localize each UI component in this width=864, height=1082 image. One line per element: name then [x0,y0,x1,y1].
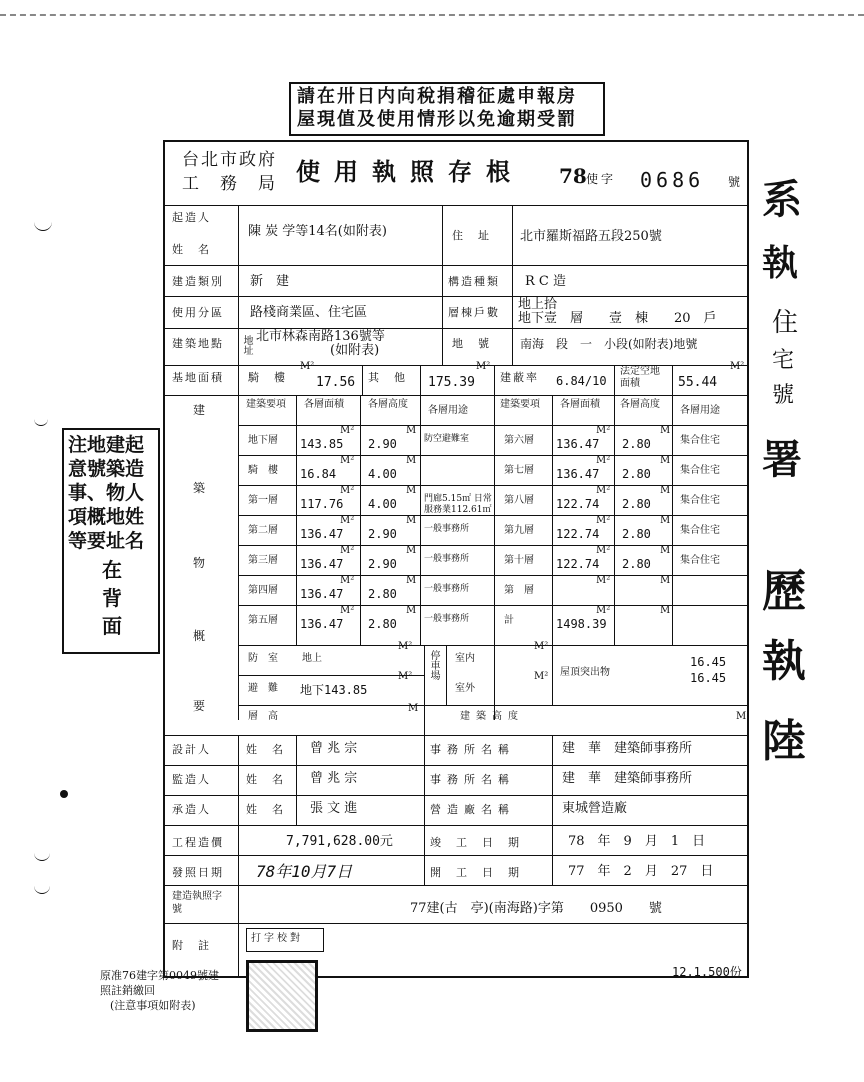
scan-edge [0,14,864,16]
address-value: 北市羅斯福路五段250號 [520,229,662,244]
base-area-label: 基地面積 [172,371,224,384]
floors-value1: 地上拾 [518,297,558,312]
floor-area: 136.47 [300,557,344,571]
m-unit: M [406,575,417,586]
notice-line1: 請在卅日内向稅捐稽征處申報房 [297,86,577,107]
start-label: 開 工 日 期 [430,866,521,879]
floor-use: 一般事務所 [424,524,470,534]
site-value1: 北市林森南路136號等 [256,329,385,344]
margin-3: 宅 [772,348,795,373]
permit-value: 77建(古 亭)(南海路)字第 0950 號 [410,901,662,916]
builder-label2: 姓 名 [172,243,211,256]
supervisor-name-label: 姓 名 [246,773,285,786]
bottom-note2: 照註銷繳回 [100,984,155,997]
hdr-item-right: 建築要項 [500,399,540,410]
official-seal [246,960,318,1032]
m-unit: M [660,425,671,436]
margin-mark [60,790,68,798]
defense-value: 地上 [302,653,322,664]
m-unit: M [736,711,747,722]
margin-0: 系 [762,176,802,223]
permit-prefix: 使字 [586,172,617,186]
floor-name: 第八層 [504,495,534,506]
floor-area: 16.84 [300,467,337,481]
building-side-0: 建 [193,403,206,417]
designer-label: 設計人 [172,743,211,756]
m2-unit: M² [596,455,611,466]
issue-value: 78年10月7日 [256,862,353,881]
type-label: 建造類別 [172,275,224,288]
m-unit: M [660,485,671,496]
open-space-value: 55.44 [678,375,718,390]
floor-name: 騎 樓 [248,465,278,476]
designer-name: 曾 兆 宗 [310,741,358,756]
floor-use: 集合住宅 [680,525,720,536]
m-unit: M [406,515,417,526]
start-value: 77 年 2 月 27 日 [568,864,714,879]
permit-suffix: 號 [728,175,741,189]
floor-name: 第七層 [504,465,534,476]
lot-label: 地 號 [452,337,491,350]
hdr-area-right: 各層面積 [560,399,600,410]
left-note-1: 意號築造 [68,458,145,480]
permit-year: 78 [559,164,587,188]
building-side-2: 物 [193,556,206,570]
floor-name: 第三層 [248,555,278,566]
floor-height: 2.90 [368,527,397,541]
m2-unit: M² [596,425,611,436]
m2-unit: M² [398,671,413,682]
hdr-height-right: 各層高度 [620,399,660,410]
builder-value: 陳 炭 学等14名(如附表) [248,224,387,239]
margin-mark [34,852,50,861]
cost-label: 工程造價 [172,836,224,849]
floor-area: 136.47 [300,617,344,631]
hdr-area-left: 各層面積 [304,399,344,410]
floors-value2: 地下壹 層 壹 棟 20 戶 [518,311,717,326]
issue-label: 發照日期 [172,866,224,879]
margin-mark [34,220,52,231]
supervisor-office-label: 事務所名稱 [430,773,515,786]
margin-2: 住 [772,308,799,338]
m2-unit: M² [340,425,355,436]
floor-area: 122.74 [556,497,600,511]
gov-name-line2: 工 務 局 [182,174,277,194]
floor-use: 集合住宅 [680,555,720,566]
page-title: 使用執照存根 [296,157,524,186]
struct-label: 構造種類 [448,275,500,288]
left-note-stamp [62,428,160,654]
m2-unit: M² [596,485,611,496]
m2-unit: M² [340,485,355,496]
m2-unit: M² [534,641,549,652]
builder-label1: 起造人 [172,211,211,224]
left-note-4: 等要址名 [68,530,145,552]
floor-use: 門廊5.15㎡ 日常服務業112.61㎡ [424,494,492,515]
m2-unit: M² [300,361,315,372]
floor-height: 2.90 [368,437,397,451]
floor-name: 第六層 [504,435,534,446]
remark-label: 附 註 [172,939,211,952]
floor-use: 防空避難室 [424,434,470,444]
permit-label: 建造執照字 號 [172,891,232,915]
floor-use: 集合住宅 [680,495,720,506]
m-unit: M [660,455,671,466]
left-note-extra-0: 在 [102,558,122,582]
hdr-use-left: 各層用途 [428,405,468,416]
floor-height: 2.80 [622,497,651,511]
supervisor-name: 曾 兆 宗 [310,771,358,786]
m-unit: M [406,425,417,436]
roof-label: 屋頂突出物 [560,667,610,678]
building-side-1: 築 [193,481,206,495]
open-space-label: 法定空地面積 [620,366,660,389]
floor-use: 一般事務所 [424,614,470,624]
m2-unit: M² [730,361,745,372]
proofread-stamp [246,928,324,952]
shelter-value: 地下143.85 [300,683,368,697]
m-unit: M [406,545,417,556]
m-unit: M [660,605,671,616]
floor-height: 2.80 [622,557,651,571]
m-unit: M [406,485,417,496]
contractor-factory: 東城營造廠 [562,801,628,816]
supervisor-label: 監造人 [172,773,211,786]
m2-unit: M² [596,515,611,526]
floor-name: 第 層 [504,585,534,596]
margin-4: 號 [772,383,795,408]
left-note-extra-2: 面 [102,614,122,638]
margin-mark [34,885,50,894]
floor-height: 2.80 [622,437,651,451]
floor-name: 第二層 [248,525,278,536]
shelter-label: 避 難 [248,683,278,694]
m2-unit: M² [340,455,355,466]
roof-value2: 16.45 [690,671,727,685]
other-value: 175.39 [428,375,475,390]
supervisor-office: 建 華 建築師事務所 [562,771,693,786]
m2-unit: M² [476,361,491,372]
floor-area: 136.47 [556,467,600,481]
completion-label: 竣 工 日 期 [430,836,521,849]
designer-name-label: 姓 名 [246,743,285,756]
floor-name: 計 [504,615,514,626]
zone-label: 使用分區 [172,306,224,319]
floor-name: 第四層 [248,585,278,596]
parking-label: 停車場 [428,650,439,680]
floor-area: 122.74 [556,527,600,541]
floor-height: 2.80 [622,527,651,541]
site-value2: (如附表) [330,343,380,358]
hdr-item-left: 建築要項 [246,399,286,410]
m2-unit: M² [534,671,549,682]
completion-value: 78 年 9 月 1 日 [568,834,706,849]
floor-name: 地下層 [248,435,278,446]
margin-1: 執 [762,242,799,284]
floor-area: 1498.39 [556,617,607,631]
contractor-name-label: 姓 名 [246,803,285,816]
contractor-factory-label: 營造廠名稱 [430,803,515,816]
left-note-2: 事、物人 [68,482,145,504]
floor-area: 136.47 [300,587,344,601]
notice-stamp [289,82,605,136]
floor-height: 2.80 [622,467,651,481]
left-note-0: 注地建起 [68,434,145,456]
cost-value: 7,791,628.00元 [286,834,393,849]
floor-name: 第一層 [248,495,278,506]
address-label: 住 址 [452,229,491,242]
roof-value1: 16.45 [690,655,727,669]
m2-unit: M² [340,545,355,556]
zone-value: 路棧商業區、住宅區 [250,305,368,320]
floor-area: 117.76 [300,497,344,511]
m2-unit: M² [596,575,611,586]
floor-height: 4.00 [368,497,397,511]
contractor-name: 張 文 進 [310,801,358,816]
m2-unit: M² [398,641,413,652]
gov-name-line1: 台北市政府 [182,150,277,170]
floor-height: 2.90 [368,557,397,571]
site-address-tag: 地址 [241,335,252,355]
storey-height-label: 層 高 [248,711,278,722]
proofread-stamp-text: 打字校對 [251,933,303,944]
floor-height: 4.00 [368,467,397,481]
margin-7: 執 [762,636,806,687]
type-value: 新 建 [250,274,290,289]
struct-value: R C 造 [525,274,566,289]
floor-use: 一般事務所 [424,584,470,594]
floor-use: 集合住宅 [680,465,720,476]
defense-label: 防 室 [248,653,278,664]
left-note-3: 項概地姓 [68,506,145,528]
building-height-label: 建築高度 [460,711,524,722]
hdr-height-left: 各層高度 [368,399,408,410]
m2-unit: M² [340,605,355,616]
hdr-use-right: 各層用途 [680,405,720,416]
floor-height: 2.80 [368,617,397,631]
floor-use: 一般事務所 [424,554,470,564]
parking-outdoor: 室外 [455,683,475,694]
floor-area: 122.74 [556,557,600,571]
floor-name: 第九層 [504,525,534,536]
m2-unit: M² [340,575,355,586]
m2-unit: M² [340,515,355,526]
bottom-note3: (注意事項如附表) [110,999,196,1012]
margin-8: 陸 [762,716,806,767]
parking-indoor: 室内 [455,653,475,664]
m2-unit: M² [596,545,611,556]
margin-6: 歷 [762,566,806,617]
designer-office-label: 事務所名稱 [430,743,515,756]
coverage-value: 6.84/10 [556,374,607,388]
arcade-value: 17.56 [316,375,356,390]
m-unit: M [406,455,417,466]
margin-5: 署 [762,436,802,483]
notice-line2: 屋現值及使用情形以免逾期受罰 [297,109,577,130]
floors-label: 層棟戶數 [448,306,500,319]
print-run: 12.1.500份 [672,965,742,979]
arcade-label: 騎 樓 [248,371,287,384]
designer-office: 建 華 建築師事務所 [562,741,693,756]
m-unit: M [406,605,417,616]
bottom-note1: 原准76建字第0049號建 [100,969,219,982]
permit-number: 0686 [640,168,705,192]
site-label: 建築地點 [172,337,224,350]
lot-value: 南海 段 一 小段(如附表)地號 [520,337,698,351]
floor-name: 第十層 [504,555,534,566]
building-side-4: 要 [193,699,206,713]
m-unit: M [660,515,671,526]
floor-height: 2.80 [368,587,397,601]
m-unit: M [408,703,419,714]
floor-use: 集合住宅 [680,435,720,446]
floor-name: 第五層 [248,615,278,626]
coverage-label: 建蔽率 [500,371,539,384]
m-unit: M [660,545,671,556]
floor-area: 136.47 [300,527,344,541]
other-label: 其 他 [368,371,407,384]
contractor-label: 承造人 [172,803,211,816]
margin-mark [34,415,48,426]
floor-area: 143.85 [300,437,344,451]
left-note-extra-1: 背 [102,586,122,610]
m2-unit: M² [596,605,611,616]
m-unit: M [660,575,671,586]
building-side-3: 概 [193,629,206,643]
floor-area: 136.47 [556,437,600,451]
